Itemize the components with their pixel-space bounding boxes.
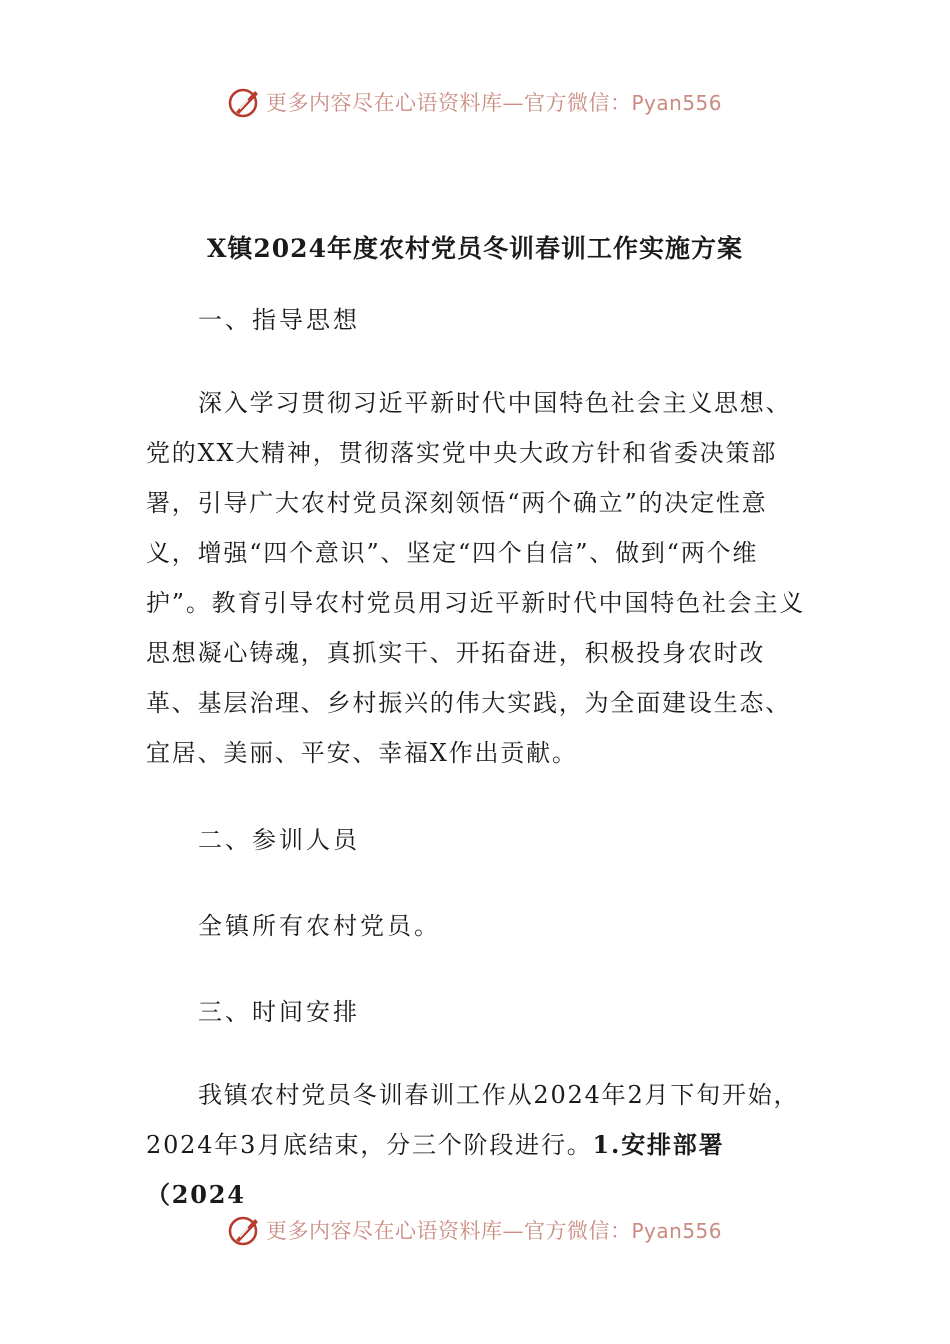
section-body-schedule xyxy=(146,1070,816,1220)
section-heading-schedule: 三、时间安排 xyxy=(198,998,360,1026)
section-heading-guiding-ideology: 一、指导思想 xyxy=(198,306,360,334)
watermark-banner-bottom xyxy=(0,1210,950,1250)
watermark-text: 更多内容尽在心语资料库—官方微信：Pyan556 xyxy=(265,1219,722,1243)
schedule-bold-text: 1.安排部署（2024 xyxy=(146,1130,725,1209)
quill-pen-logo-icon xyxy=(228,85,262,119)
watermark-text: 更多内容尽在心语资料库—官方微信：Pyan556 xyxy=(265,91,722,115)
quill-pen-logo-icon xyxy=(228,1213,262,1247)
schedule-text: 我镇农村党员冬训春训工作从2024年2月下旬开始，2024年3月底结束，分三个阶段进行。 xyxy=(146,1081,800,1159)
section-heading-participants: 二、参训人员 xyxy=(198,826,360,854)
section-body-guiding-ideology: 深入学习贯彻习近平新时代中国特色社会主义思想、党的XX大精神，贯彻落实党中央大政方针和省委决策部署，引导广大农村党员深刻领悟“两个确立”的决定性意义，增强“四个意识”、坚定“四个自信”、做到“两个维护”。教育引导农村党员用习近平新时代中国特色社会主义思想凝心铸魂，真抓实干、开拓奋进，积极投身农时改革、基层治理、乡村振兴的伟大实践，为全面建设生态、宜居、美丽、平安、幸福X作出贡献。 xyxy=(146,389,806,767)
watermark-banner-top xyxy=(0,82,950,122)
section-body-participants: 全镇所有农村党员。 xyxy=(198,912,441,940)
document-title: X镇2024年度农村党员冬训春训工作实施方案 xyxy=(207,233,743,263)
wechat-id: Pyan556 xyxy=(631,1219,722,1243)
wechat-id: Pyan556 xyxy=(631,91,722,115)
